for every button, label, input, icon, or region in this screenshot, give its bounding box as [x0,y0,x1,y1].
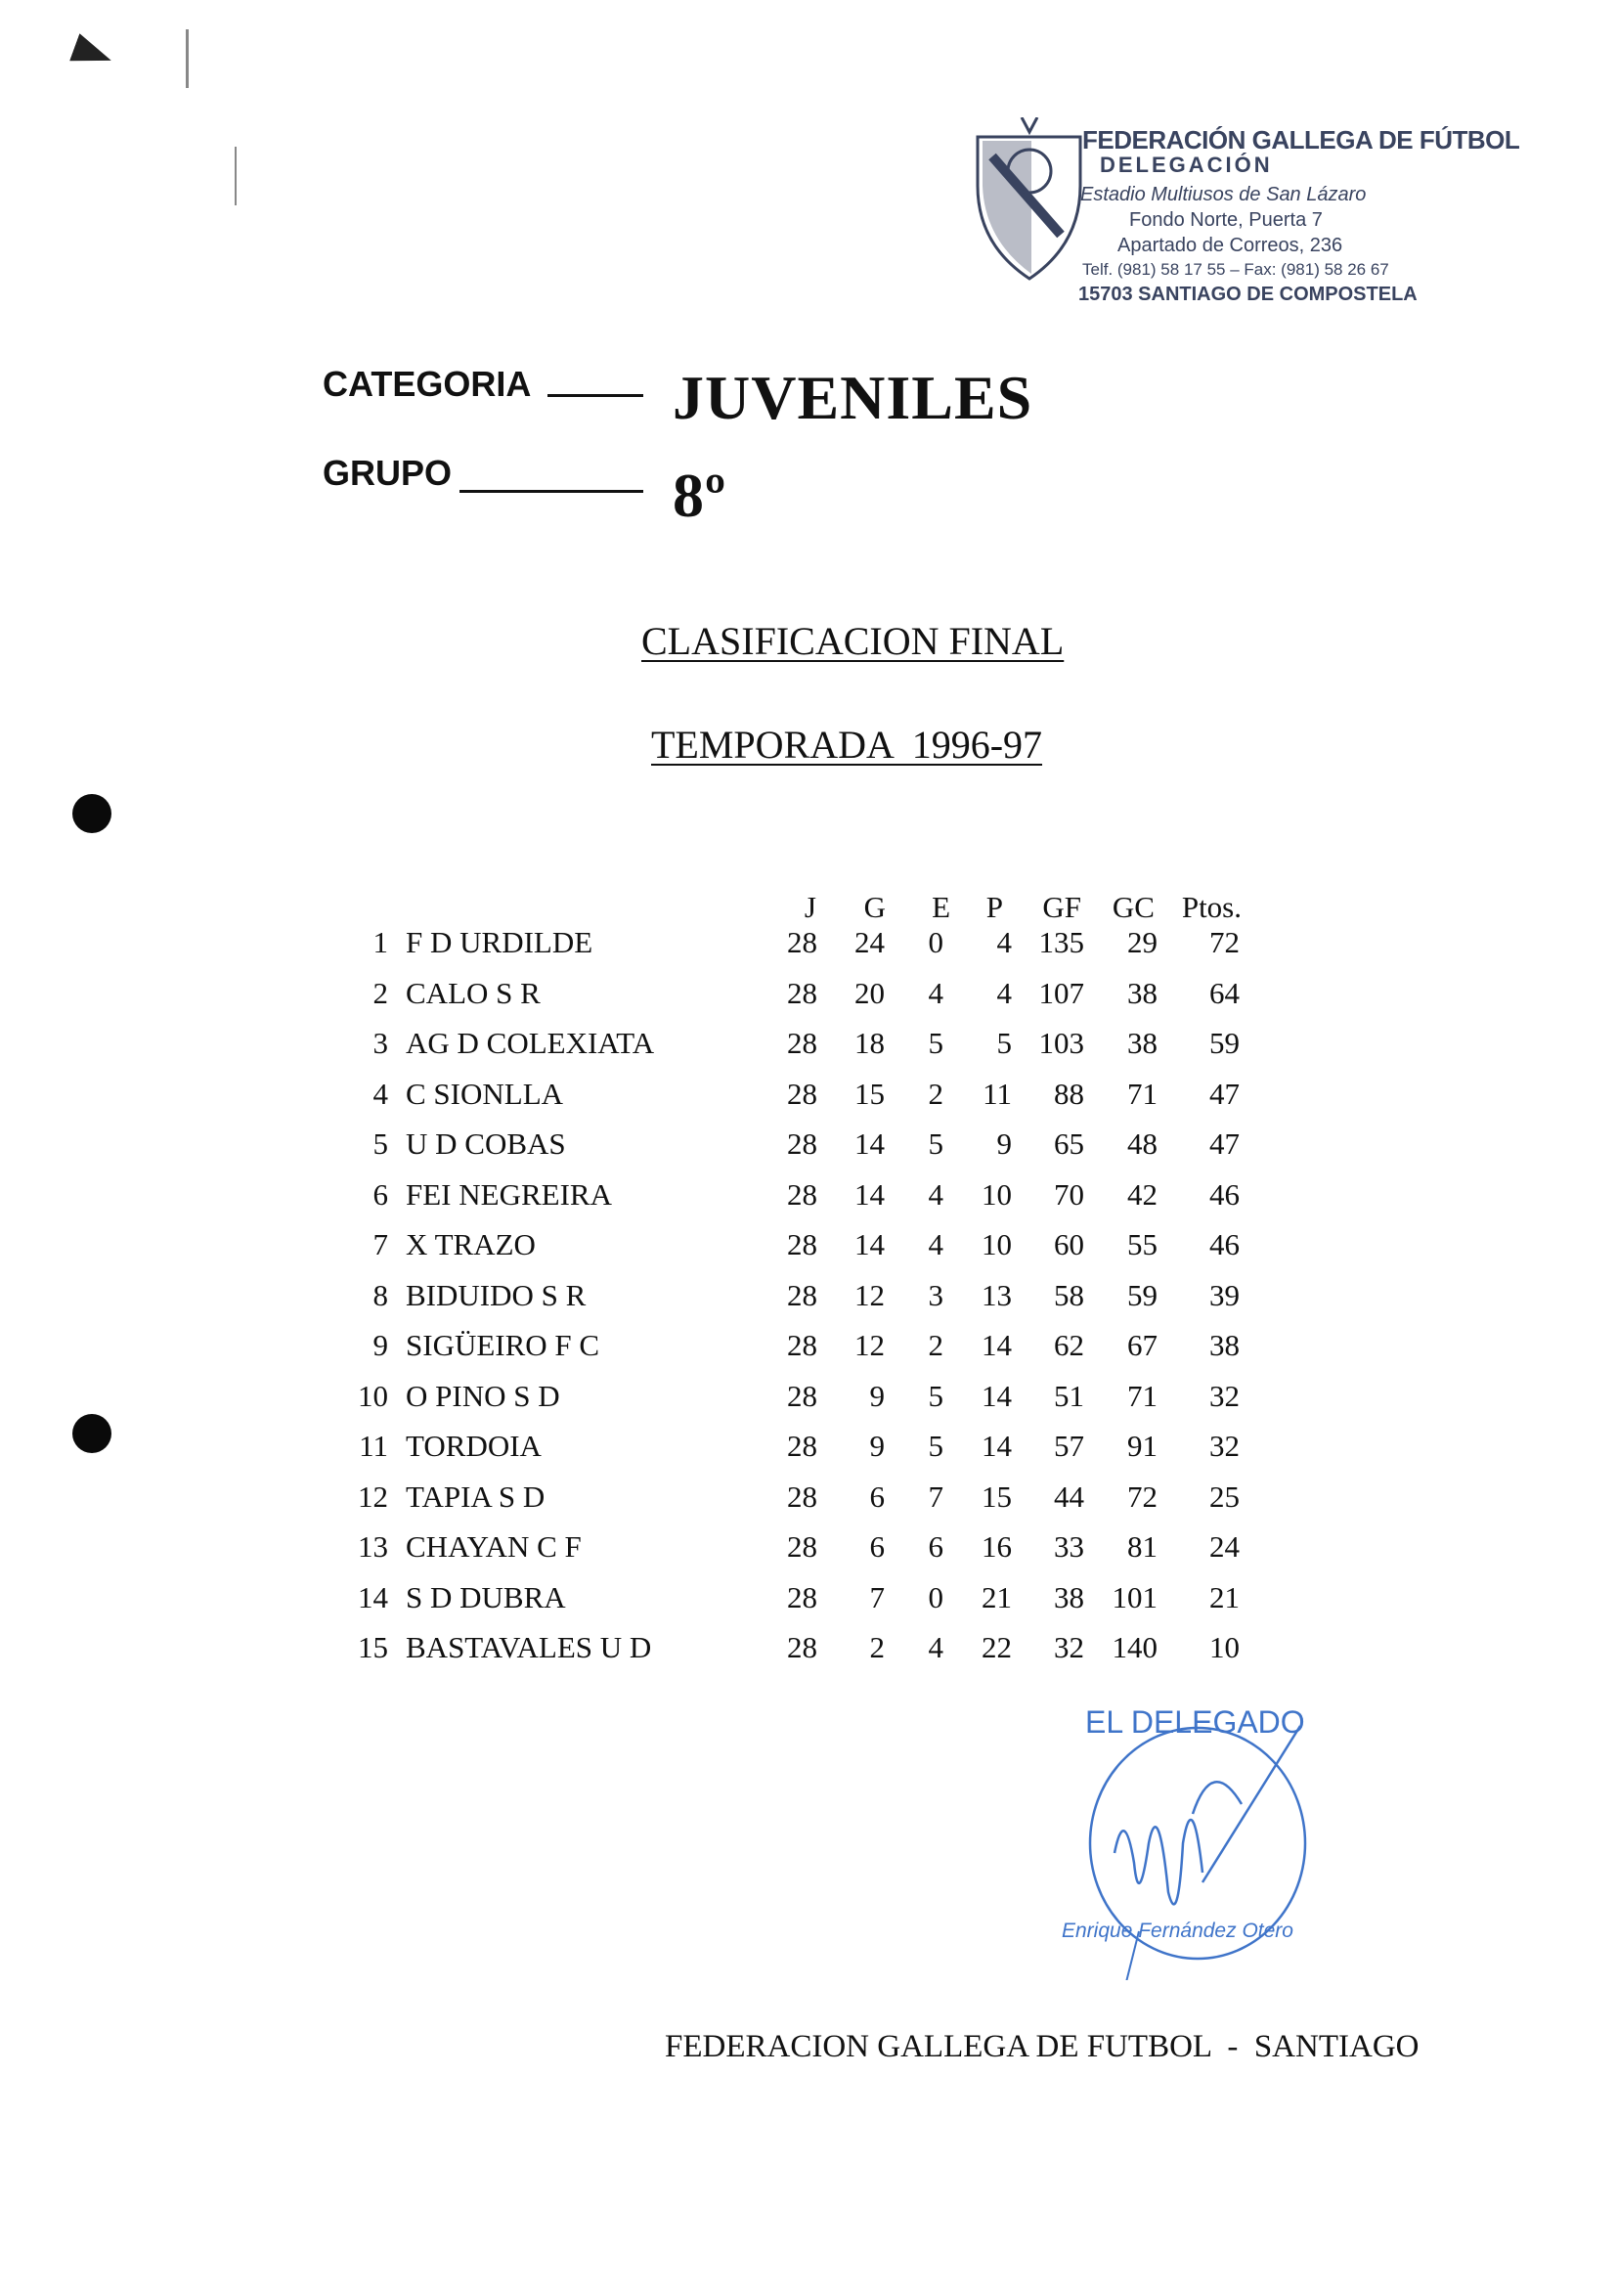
category-rule [547,394,643,397]
cell-g: 24 [854,925,885,959]
cell-pts: 46 [1209,1227,1240,1261]
cell-j: 28 [787,1227,817,1261]
cell-gc: 42 [1127,1176,1158,1212]
cell-team: F D URDILDE [406,925,593,959]
table-row [0,1026,1617,1065]
table-row [0,1126,1617,1166]
cell-pts: 32 [1209,1378,1240,1413]
cell-j: 28 [787,975,817,1010]
cell-gf: 135 [1038,925,1084,959]
cell-g: 14 [854,1227,885,1261]
cell-team: BIDUIDO S R [406,1277,587,1312]
col-header-gc: GC [1112,890,1155,924]
cell-pts: 46 [1209,1176,1240,1212]
punch-hole [72,794,111,833]
stamp-venue: Estadio Multiusos de San Lázaro [1080,184,1367,205]
cell-gf: 107 [1038,975,1084,1010]
cell-g: 15 [854,1076,885,1111]
cell-j: 28 [787,1479,817,1514]
cell-pos: 8 [372,1277,388,1312]
cell-gc: 101 [1112,1579,1158,1614]
cell-g: 12 [854,1277,885,1312]
cell-p: 22 [982,1630,1012,1664]
stamp-phone: Telf. (981) 58 17 55 – Fax: (981) 58 26 67 [1082,260,1389,279]
cell-gf: 62 [1054,1328,1084,1362]
cell-j: 28 [787,1176,817,1212]
table-row [0,925,1617,964]
cell-gc: 38 [1127,975,1158,1010]
signature-stamp-title: EL DELEGADO [1085,1704,1305,1740]
cell-pts: 64 [1209,975,1240,1010]
cell-e: 4 [928,1227,943,1261]
cell-e: 4 [928,1176,943,1212]
cell-pos: 13 [358,1529,388,1564]
cell-pos: 9 [372,1328,388,1362]
cell-e: 5 [928,1126,943,1161]
cell-gc: 59 [1127,1277,1158,1312]
cell-g: 2 [869,1630,885,1664]
stamp-org: FEDERACIÓN GALLEGA DE FÚTBOL [1082,125,1520,155]
cell-p: 5 [996,1026,1012,1060]
table-row [0,1429,1617,1468]
cell-pts: 72 [1209,925,1240,959]
cell-pts: 32 [1209,1429,1240,1463]
cell-g: 9 [869,1378,885,1413]
col-header-p: P [985,890,1003,924]
table-row [0,1077,1617,1116]
col-header-pts: Ptos. [1181,890,1242,924]
federation-crest-icon [973,117,1090,284]
cell-pts: 38 [1209,1328,1240,1362]
cell-e: 6 [928,1529,943,1564]
cell-team: SIGÜEIRO F C [406,1328,600,1362]
cell-p: 11 [983,1076,1012,1111]
cell-team: S D DUBRA [406,1579,566,1614]
cell-pts: 47 [1209,1076,1240,1111]
cell-p: 16 [982,1529,1012,1564]
col-header-gf: GF [1042,890,1081,924]
cell-gf: 38 [1054,1579,1084,1614]
cell-p: 15 [982,1479,1012,1514]
cell-e: 2 [928,1328,943,1362]
cell-gf: 33 [1054,1529,1084,1564]
cell-p: 14 [982,1328,1012,1362]
cell-g: 12 [854,1328,885,1362]
cell-p: 9 [996,1126,1012,1161]
scan-mark [235,147,237,205]
standings-table [0,890,1617,1682]
cell-p: 14 [982,1378,1012,1413]
cell-gc: 48 [1127,1126,1158,1161]
cell-pts: 21 [1209,1579,1240,1614]
cell-gc: 71 [1127,1378,1158,1413]
cell-j: 28 [787,1378,817,1413]
cell-gc: 140 [1112,1630,1158,1664]
stamp-office: DELEGACIÓN [1100,153,1273,177]
cell-j: 28 [787,1026,817,1060]
cell-j: 28 [787,1076,817,1111]
cell-pos: 12 [358,1479,388,1514]
cell-e: 5 [928,1026,943,1060]
signature-name: Enrique Fernández Otero [1062,1920,1293,1942]
page-title: CLASIFICACION FINAL [641,619,1065,663]
cell-pts: 10 [1209,1630,1240,1664]
cell-team: O PINO S D [406,1378,560,1413]
cell-pos: 7 [372,1227,388,1261]
cell-p: 4 [996,925,1012,959]
cell-p: 4 [996,975,1012,1010]
cell-pos: 6 [372,1176,388,1212]
cell-g: 9 [869,1429,885,1463]
table-row [0,1580,1617,1619]
cell-g: 18 [854,1026,885,1060]
stamp-city: 15703 SANTIAGO DE COMPOSTELA [1078,284,1418,305]
cell-e: 5 [928,1378,943,1413]
table-row [0,1328,1617,1367]
cell-j: 28 [787,925,817,959]
cell-pos: 2 [372,975,388,1010]
cell-e: 0 [928,1579,943,1614]
category-value: JUVENILES [673,363,1033,432]
cell-gc: 71 [1127,1076,1158,1111]
cell-g: 7 [869,1579,885,1614]
table-row [0,1379,1617,1418]
scan-mark [186,29,189,88]
group-value: 8º [673,461,727,530]
cell-team: CHAYAN C F [406,1529,582,1564]
group-rule [459,490,643,493]
cell-gf: 32 [1054,1630,1084,1664]
stamp-location: Fondo Norte, Puerta 7 [1129,209,1323,231]
cell-pos: 10 [358,1378,388,1413]
cell-gc: 72 [1127,1479,1158,1514]
cell-gf: 57 [1054,1429,1084,1463]
cell-gf: 51 [1054,1378,1084,1413]
cell-j: 28 [787,1277,817,1312]
cell-p: 13 [982,1277,1012,1312]
cell-e: 4 [928,1630,943,1664]
cell-e: 7 [928,1479,943,1514]
col-header-g: G [863,890,886,924]
cell-p: 10 [982,1176,1012,1212]
cell-e: 5 [928,1429,943,1463]
cell-team: U D COBAS [406,1126,566,1161]
cell-gf: 65 [1054,1126,1084,1161]
cell-e: 4 [928,975,943,1010]
cell-j: 28 [787,1529,817,1564]
cell-g: 14 [854,1126,885,1161]
col-header-j: J [804,890,816,924]
cell-g: 14 [854,1176,885,1212]
cell-gc: 91 [1127,1429,1158,1463]
cell-pos: 15 [358,1630,388,1664]
table-row [0,1479,1617,1519]
cell-team: CALO S R [406,975,541,1010]
scan-mark [69,33,116,74]
cell-j: 28 [787,1579,817,1614]
cell-gc: 55 [1127,1227,1158,1261]
cell-gf: 44 [1054,1479,1084,1514]
cell-e: 2 [928,1076,943,1111]
cell-j: 28 [787,1328,817,1362]
cell-j: 28 [787,1630,817,1664]
cell-p: 14 [982,1429,1012,1463]
cell-pts: 47 [1209,1126,1240,1161]
cell-team: TAPIA S D [406,1479,546,1514]
cell-pos: 3 [372,1026,388,1060]
season-title: TEMPORADA 1996-97 [651,723,1043,767]
table-row [0,1278,1617,1317]
stamp-po-box: Apartado de Correos, 236 [1117,235,1343,256]
cell-pts: 24 [1209,1529,1240,1564]
cell-team: X TRAZO [406,1227,536,1261]
cell-gf: 70 [1054,1176,1084,1212]
cell-gf: 88 [1054,1076,1084,1111]
cell-pts: 39 [1209,1277,1240,1312]
federation-stamp [973,110,1520,315]
cell-team: FEI NEGREIRA [406,1176,612,1212]
cell-g: 20 [854,975,885,1010]
cell-team: BASTAVALES U D [406,1630,652,1664]
cell-pts: 25 [1209,1479,1240,1514]
table-row [0,1529,1617,1568]
cell-e: 3 [928,1277,943,1312]
cell-g: 6 [869,1529,885,1564]
cell-gc: 67 [1127,1328,1158,1362]
cell-p: 21 [982,1579,1012,1614]
cell-gf: 60 [1054,1227,1084,1261]
cell-pos: 4 [372,1076,388,1111]
cell-gc: 38 [1127,1026,1158,1060]
cell-p: 10 [982,1227,1012,1261]
group-label: GRUPO [323,453,453,493]
cell-j: 28 [787,1429,817,1463]
cell-j: 28 [787,1126,817,1161]
cell-pos: 5 [372,1126,388,1161]
cell-team: TORDOIA [406,1429,542,1463]
cell-e: 0 [928,925,943,959]
cell-team: C SIONLLA [406,1076,564,1111]
cell-pts: 59 [1209,1026,1240,1060]
cell-gf: 58 [1054,1277,1084,1312]
cell-gc: 29 [1127,925,1158,959]
cell-pos: 11 [359,1429,388,1463]
table-row [0,1630,1617,1669]
table-row [0,1227,1617,1266]
cell-g: 6 [869,1479,885,1514]
table-row [0,1177,1617,1216]
cell-gf: 103 [1038,1026,1084,1060]
cell-gc: 81 [1127,1529,1158,1564]
table-header [0,890,1617,929]
category-label: CATEGORIA [323,364,532,404]
col-header-e: E [932,890,950,924]
table-row [0,976,1617,1015]
cell-pos: 1 [372,925,388,959]
cell-pos: 14 [358,1579,388,1614]
delegate-signature [1056,1697,1330,1980]
cell-team: AG D COLEXIATA [406,1026,655,1060]
footer-text: FEDERACION GALLEGA DE FUTBOL - SANTIAGO [665,2029,1420,2064]
